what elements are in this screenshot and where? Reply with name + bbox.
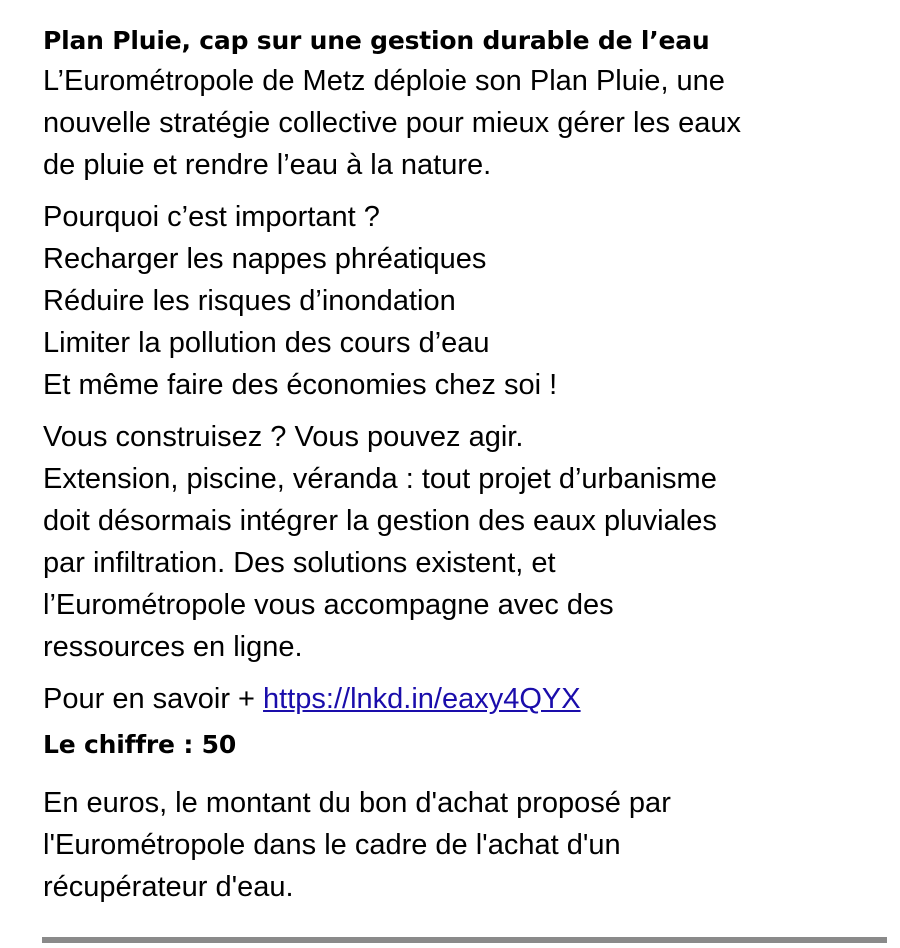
figure-title: Le chiffre : 50	[43, 730, 237, 759]
figure-paragraph	[43, 782, 873, 908]
build-paragraph	[43, 416, 873, 668]
why-item: Recharger les nappes phréatiques	[43, 243, 487, 275]
build-line: ressources en ligne.	[43, 631, 303, 663]
article-title: Plan Pluie, cap sur une gestion durable de l’eau	[43, 26, 710, 55]
article-body	[43, 22, 873, 908]
build-line: par infiltration. Des solutions existent, et	[43, 547, 556, 579]
bottom-divider	[42, 937, 887, 943]
why-heading: Pourquoi c’est important ?	[43, 201, 380, 233]
why-item: Et même faire des économies chez soi !	[43, 369, 558, 401]
intro-line: nouvelle stratégie collective pour mieux gérer les eaux	[43, 107, 741, 139]
build-line: Extension, piscine, véranda : tout projet d’urbanisme	[43, 463, 717, 495]
why-item: Réduire les risques d’inondation	[43, 285, 456, 317]
intro-paragraph	[43, 60, 873, 186]
figure-line: En euros, le montant du bon d'achat proposé par	[43, 787, 671, 819]
intro-line: L’Eurométropole de Metz déploie son Plan Pluie, une	[43, 65, 725, 97]
more-info-link[interactable]: https://lnkd.in/eaxy4QYX	[263, 683, 581, 715]
figure-line: récupérateur d'eau.	[43, 871, 294, 903]
more-info-prefix: Pour en savoir +	[43, 683, 264, 715]
more-info-line	[43, 678, 873, 720]
intro-line: de pluie et rendre l’eau à la nature.	[43, 149, 492, 181]
build-line: l’Eurométropole vous accompagne avec des	[43, 589, 614, 621]
figure-line: l'Eurométropole dans le cadre de l'achat d'un	[43, 829, 621, 861]
build-heading: Vous construisez ? Vous pouvez agir.	[43, 421, 524, 453]
build-line: doit désormais intégrer la gestion des eaux pluviales	[43, 505, 717, 537]
why-paragraph	[43, 196, 873, 406]
why-item: Limiter la pollution des cours d’eau	[43, 327, 490, 359]
